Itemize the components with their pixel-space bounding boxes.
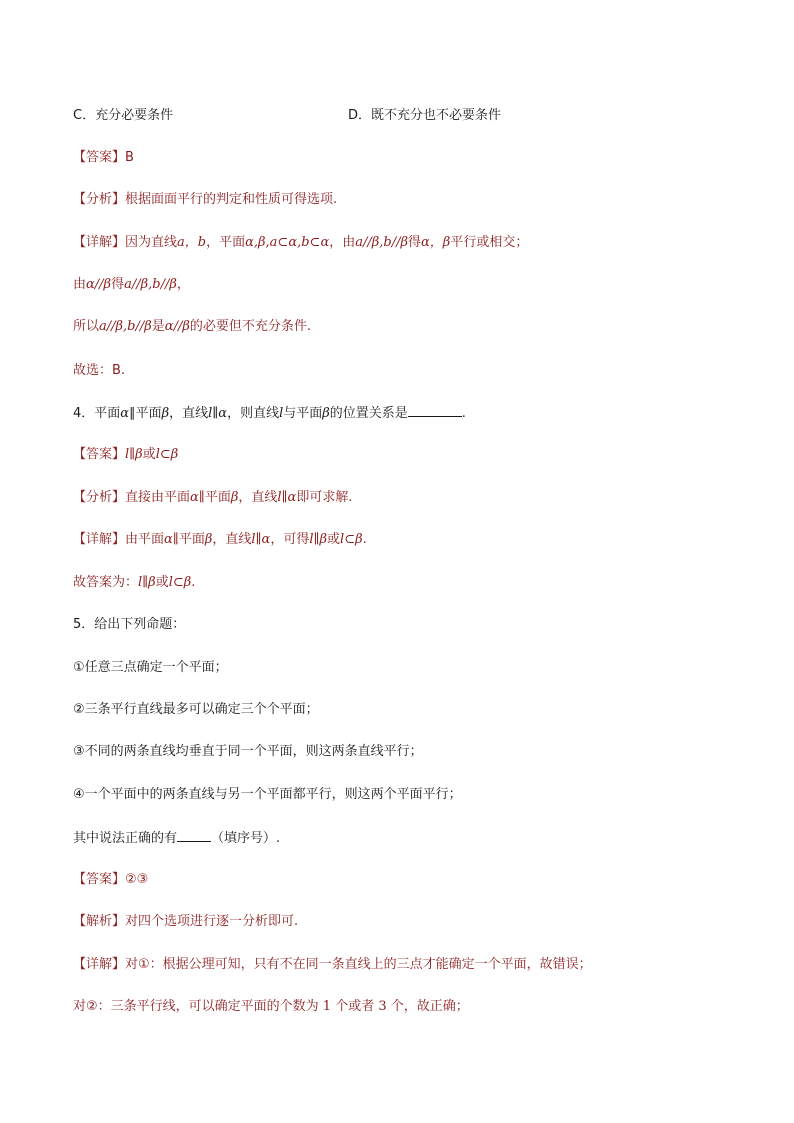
math-expression: α//β: [86, 277, 112, 292]
detail-text: ，平面: [206, 235, 246, 250]
math-expression: l∥α: [208, 406, 228, 421]
stem-text: 5．给出下列命题：: [73, 617, 186, 632]
analysis-text: ，直线: [238, 490, 278, 505]
detail-text: ，: [176, 277, 190, 292]
analysis-tag: 【分析】: [73, 192, 126, 207]
math-expression: α: [120, 406, 130, 421]
stem-text: 与平面: [283, 406, 323, 421]
detail-text: 个，故正确；: [390, 999, 469, 1014]
detail-text: .: [362, 532, 367, 547]
q3-detail-line-3: [73, 318, 311, 336]
q4-answer: [73, 446, 178, 464]
item-text: ②三条平行直线最多可以确定三个个平面；: [73, 702, 319, 717]
stem-text: ∥平面: [129, 406, 162, 421]
detail-text: 或: [327, 532, 341, 547]
detail-text: 由: [73, 277, 87, 292]
answer-text: 或: [142, 447, 156, 462]
q5-stem: [73, 616, 185, 634]
math-expression: α∥: [190, 490, 205, 505]
detail-tag: 【详解】: [73, 532, 126, 547]
detail-tag: 【详解】: [73, 957, 126, 972]
analysis-text: 直接由平面: [125, 490, 191, 505]
analysis-tag: 【分析】: [73, 490, 126, 505]
detail-text: 得: [408, 235, 422, 250]
math-number: 1: [322, 999, 332, 1014]
detail-text: ，直线: [212, 532, 252, 547]
q5-item: [73, 659, 228, 677]
math-expression: l⊂β: [168, 575, 192, 590]
detail-text: 由平面: [125, 532, 165, 547]
final-text: .: [191, 575, 196, 590]
option-c-text: C．充分必要条件: [73, 108, 174, 123]
final-text: 或: [155, 575, 169, 590]
answer-blank: [408, 404, 462, 417]
math-expression: α，β: [421, 235, 451, 250]
q4-detail: [73, 531, 367, 549]
q3-analysis: [73, 191, 337, 209]
detail-tag: 【详解】: [73, 235, 126, 250]
detail-text: 对①：根据公理可知，只有不在同一条直线上的三点才能确定一个平面，故错误；: [125, 957, 592, 972]
math-expression: l∥α: [277, 490, 297, 505]
q5-detail: [73, 956, 592, 974]
math-expression: l∥α: [251, 532, 271, 547]
answer-tag: 【答案】: [73, 150, 126, 165]
q5-item: [73, 743, 423, 761]
math-expression: l: [279, 406, 284, 421]
stem-text: 的位置关系是: [329, 406, 408, 421]
detail-text: 所以: [73, 319, 100, 334]
math-expression: l∥β: [138, 575, 156, 590]
detail-text: 平面: [178, 532, 205, 547]
detail-text: 对②：三条平行线，可以确定平面的个数为: [73, 999, 319, 1014]
stem-text: 4．平面: [73, 406, 121, 421]
math-expression: l⊂β: [340, 532, 363, 547]
math-expression: a//β,b//β: [355, 235, 409, 250]
detail-text: 的必要但不充分条件.: [189, 319, 311, 334]
math-expression: l∥β: [309, 532, 328, 547]
item-text: ①任意三点确定一个平面；: [73, 660, 228, 675]
q3-conclusion: [73, 362, 125, 380]
math-expression: α∥: [164, 532, 179, 547]
detail-text: 得: [111, 277, 125, 292]
q4-analysis: [73, 489, 352, 507]
math-expression: a//β,b//β: [124, 277, 177, 292]
stem-text: ，则直线: [227, 406, 280, 421]
answer-blank: [177, 829, 211, 842]
option-d: [348, 107, 501, 125]
analysis-tag: 【解析】: [73, 914, 126, 929]
math-expression: a//β,b//β: [99, 319, 152, 334]
detail-text: 平行或相交；: [450, 235, 529, 250]
math-expression: α,β,a⊂α,b⊂α: [245, 235, 330, 250]
stem-text: ，直线: [169, 406, 209, 421]
question-text: 其中说法正确的有: [73, 831, 178, 846]
stem-text: .: [461, 406, 466, 421]
answer-tag: 【答案】: [73, 447, 126, 462]
math-expression: β: [322, 406, 330, 421]
math-expression: l⊂β: [155, 447, 179, 462]
item-text: ③不同的两条直线均垂直于同一个平面，则这两条直线平行；: [73, 744, 423, 759]
analysis-text: 对四个选项进行逐一分析即可.: [125, 914, 299, 929]
option-c: [73, 107, 173, 125]
q5-item: [73, 701, 319, 719]
q5-question: [73, 829, 280, 848]
analysis-text: 即可求解.: [296, 490, 353, 505]
answer-value: ②③: [125, 872, 149, 887]
math-expression: β: [161, 406, 170, 421]
math-expression: a，b: [177, 235, 207, 250]
math-expression: l∥β: [125, 447, 143, 462]
answer-value: B: [125, 150, 134, 165]
detail-text: 个或者: [335, 999, 375, 1014]
q5-detail-line-2: [73, 998, 469, 1016]
conclusion-text: 故选：B.: [73, 363, 126, 378]
answer-tag: 【答案】: [73, 872, 126, 887]
q3-detail: [73, 234, 528, 252]
q5-answer: [73, 871, 148, 889]
detail-text: 因为直线: [125, 235, 178, 250]
item-text: ④一个平面中的两条直线与另一个平面都平行，则这两个平面平行；: [73, 787, 462, 802]
detail-text: 是: [151, 319, 165, 334]
q5-analysis: [73, 913, 298, 931]
q4-stem: [73, 404, 466, 423]
question-text: （填序号）.: [211, 831, 281, 846]
q5-item: [73, 786, 462, 804]
option-d-text: D．既不充分也不必要条件: [348, 108, 502, 123]
q3-detail-line-2: [73, 276, 190, 294]
final-text: 故答案为：: [73, 575, 139, 590]
math-expression: β: [230, 490, 239, 505]
analysis-text: 平面: [204, 490, 231, 505]
math-number: 3: [378, 999, 387, 1014]
q4-final-answer: [73, 574, 195, 592]
math-expression: α//β: [164, 319, 190, 334]
analysis-text: 根据面面平行的判定和性质可得选项.: [125, 192, 338, 207]
q3-answer: [73, 149, 134, 167]
detail-text: ，可得: [270, 532, 310, 547]
detail-text: ，由: [329, 235, 356, 250]
math-expression: β: [204, 532, 213, 547]
